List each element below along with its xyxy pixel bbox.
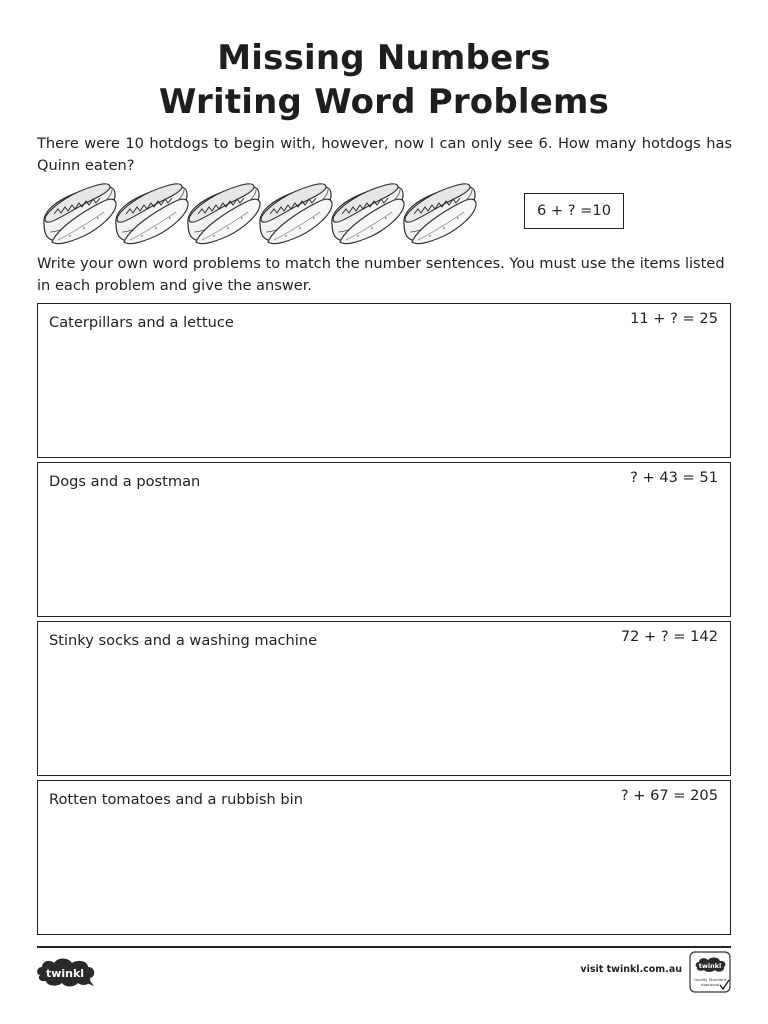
hotdog-icon-4	[260, 184, 332, 244]
example-number-sentence: 6 + ? =10	[524, 193, 624, 229]
problem-number-sentence: ? + 43 = 51	[630, 469, 718, 486]
problem-number-sentence: 11 + ? = 25	[630, 310, 718, 327]
quality-badge-icon	[689, 951, 731, 993]
problem-box-2[interactable]	[37, 462, 731, 617]
quality-standard-badge	[689, 951, 731, 993]
page-title	[0, 36, 768, 124]
problem-number-sentence: ? + 67 = 205	[620, 787, 718, 804]
badge-line-2: Approved	[700, 982, 720, 987]
hotdog-icon-6	[404, 184, 476, 244]
visit-website-text: visit twinkl.com.au	[580, 964, 682, 975]
problem-box-3[interactable]	[37, 621, 731, 776]
twinkl-logo	[34, 955, 98, 989]
hotdog-row	[40, 180, 482, 250]
hotdog-icon-2	[116, 184, 188, 244]
problem-items: Stinky socks and a washing machine	[49, 632, 318, 649]
problem-items: Dogs and a postman	[49, 473, 201, 490]
footer-divider	[37, 946, 731, 948]
twinkl-logo-icon	[34, 955, 98, 989]
problem-items: Rotten tomatoes and a rubbish bin	[49, 791, 303, 808]
instructions-text: Write your own word problems to match the number sentences. You must use the items listed in each problem and give the answer.	[37, 255, 725, 294]
title-line-2: Writing Word Problems	[158, 82, 610, 122]
badge-brand-text: twinkl	[698, 962, 722, 970]
hotdog-icon-5	[332, 184, 404, 244]
badge-line-1: Quality Standard	[693, 977, 727, 982]
title-line-1: Missing Numbers	[217, 38, 551, 78]
logo-text: twinkl	[45, 967, 85, 980]
hotdog-icon-1	[44, 184, 116, 244]
intro-problem-text: There were 10 hotdogs to begin with, however, now I can only see 6. How many hotdogs has Quinn eaten?	[37, 135, 732, 174]
problem-box-1[interactable]	[37, 303, 731, 458]
hotdog-icon-3	[188, 184, 260, 244]
problem-number-sentence: 72 + ? = 142	[620, 628, 718, 645]
problem-items: Caterpillars and a lettuce	[49, 314, 234, 331]
hotdog-illustrations	[40, 180, 482, 250]
problem-box-4[interactable]	[37, 780, 731, 935]
